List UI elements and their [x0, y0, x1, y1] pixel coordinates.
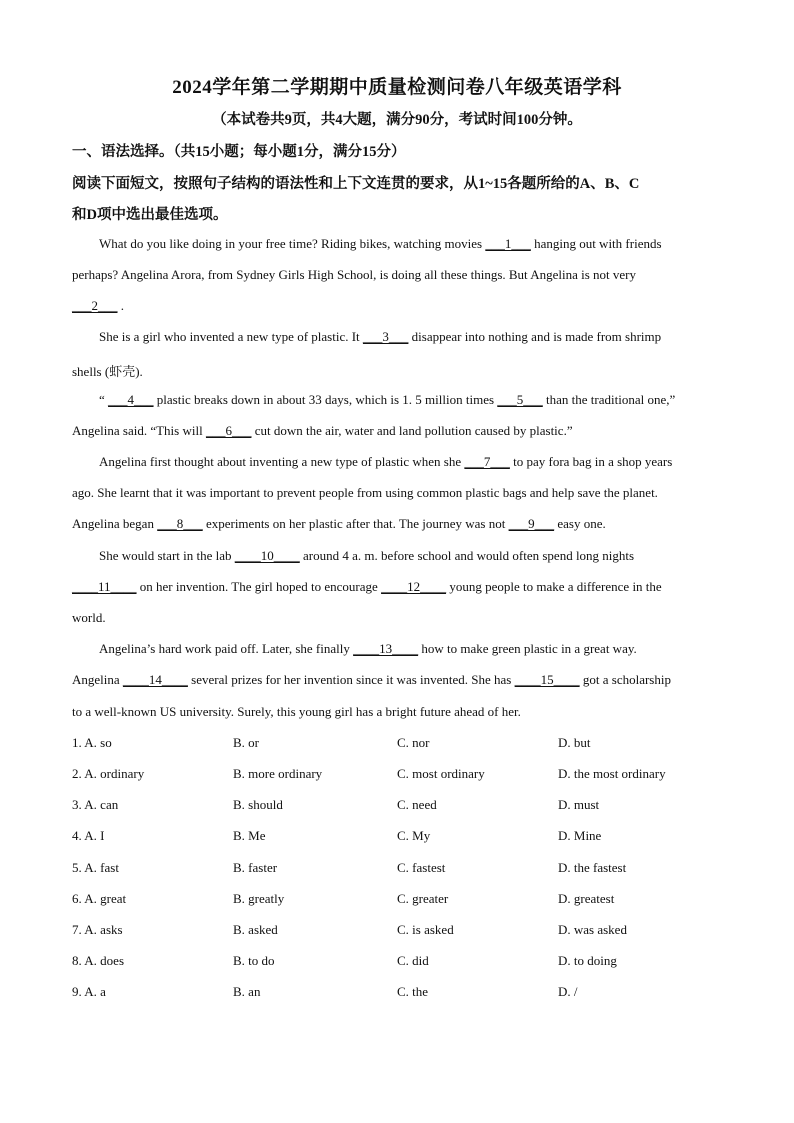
passage-text: to pay fora bag in a shop years [509, 454, 673, 469]
passage-text: cut down the air, water and land pollution caused by plastic.” [251, 423, 573, 438]
answer-blank: ____10____ [234, 548, 300, 563]
passage-line [72, 672, 722, 688]
passage-text: shells (虾壳). [72, 364, 143, 379]
question-option-d: D. but [558, 735, 591, 750]
passage-text: She is a girl who invented a new type of plastic. It [99, 329, 363, 344]
question-option-a: 5. A. fast [72, 860, 119, 875]
question-option-d: D. the fastest [558, 860, 627, 875]
question-option-b: B. greatly [233, 891, 285, 906]
passage-line [99, 236, 722, 252]
passage-text: What do you like doing in your free time? Riding bikes, watching movies [99, 236, 486, 251]
question-option-b: B. Me [233, 828, 266, 843]
question-option-b: B. an [233, 984, 261, 999]
question-option-d: D. must [558, 797, 600, 812]
passage-line [72, 267, 722, 283]
passage-text: Angelina first thought about inventing a new type of plastic when she [99, 454, 465, 469]
question-option-a: 7. A. asks [72, 922, 123, 937]
passage-line [72, 610, 722, 626]
passage-text: on her invention. The girl hoped to encourage [136, 579, 382, 594]
question-option-d: D. was asked [558, 922, 627, 937]
answer-blank: ____13____ [353, 641, 419, 656]
passage-line [72, 423, 722, 439]
question-option-c: C. nor [397, 735, 430, 750]
passage-line [99, 392, 722, 408]
question-option-d: D. the most ordinary [558, 766, 666, 781]
passage-line [72, 704, 722, 720]
answer-blank: ___2___ [72, 298, 118, 313]
passage-text: experiments on her plastic after that. The journey was not [202, 516, 509, 531]
passage-line [72, 516, 722, 532]
passage-text: how to make green plastic in a great way. [418, 641, 637, 656]
question-option-c: C. most ordinary [397, 766, 485, 781]
question-option-d: D. greatest [558, 891, 615, 906]
question-option-a: 3. A. can [72, 797, 119, 812]
question-option-b: B. more ordinary [233, 766, 323, 781]
question-option-a: 2. A. ordinary [72, 766, 145, 781]
question-option-c: C. fastest [397, 860, 446, 875]
question-option-c: C. need [397, 797, 437, 812]
question-option-c: C. greater [397, 891, 449, 906]
question-option-b: B. faster [233, 860, 278, 875]
question-option-d: D. to doing [558, 953, 617, 968]
answer-blank: ___5___ [497, 392, 543, 407]
exam-info: （本试卷共9页，共4大题，满分90分，考试时间100分钟。 [212, 112, 582, 128]
section-heading: 一、语法选择。（共15小题；每小题1分，满分15分） [72, 144, 406, 160]
passage-text: hanging out with friends [530, 236, 662, 251]
question-option-b: B. or [233, 735, 259, 750]
question-option-a: 8. A. does [72, 953, 124, 968]
answer-blank: ___8___ [157, 516, 203, 531]
question-option-c: C. the [397, 984, 429, 999]
instruction-line-1: 阅读下面短文，按照句子结构的语法性和上下文连贯的要求，从1~15各题所给的A、B、C [72, 176, 640, 192]
question-option-c: C. is asked [397, 922, 454, 937]
page-title: 2024学年第二学期期中质量检测问卷八年级英语学科 [172, 77, 622, 98]
passage-text: several prizes for her invention since it was invented. She has [187, 672, 515, 687]
question-option-a: 6. A. great [72, 891, 127, 906]
answer-blank: ___3___ [362, 329, 409, 344]
passage-text: around 4 a. m. before school and would often spend long nights [299, 548, 635, 563]
answer-blank: ____12____ [381, 579, 447, 594]
question-option-a: 1. A. so [72, 735, 112, 750]
passage-text: easy one. [554, 516, 606, 531]
answer-blank: ___9___ [508, 516, 555, 531]
passage-text: Angelina began [72, 516, 158, 531]
passage-line [99, 329, 722, 345]
question-option-b: B. asked [233, 922, 278, 937]
passage-text: Angelina said. “This will [72, 423, 206, 438]
passage-text: Angelina’s hard work paid off. Later, she finally [99, 641, 354, 656]
passage-text: She would start in the lab [99, 548, 235, 563]
passage-line [72, 579, 722, 595]
question-option-a: 9. A. a [72, 984, 106, 999]
answer-blank: ___6___ [205, 423, 252, 438]
passage-text: world. [72, 610, 106, 625]
passage-text: to a well-known US university. Surely, this young girl has a bright future ahead of her. [72, 704, 521, 719]
answer-blank: ___4___ [108, 392, 154, 407]
passage-line [72, 298, 722, 314]
passage-text: Angelina [72, 672, 123, 687]
question-option-c: C. My [397, 828, 431, 843]
answer-blank: ___1___ [485, 236, 531, 251]
passage-text: than the traditional one,” [542, 392, 676, 407]
instruction-line-2: 和D项中选出最佳选项。 [72, 207, 228, 223]
question-option-d: D. / [558, 984, 578, 999]
passage-line [72, 361, 722, 380]
question-option-b: B. should [233, 797, 283, 812]
question-option-b: B. to do [233, 953, 275, 968]
passage-text: ago. She learnt that it was important to prevent people from using common plastic bags and help save the planet. [72, 485, 658, 500]
question-option-a: 4. A. I [72, 828, 105, 843]
passage-line [99, 454, 722, 470]
passage-text: “ [99, 392, 109, 407]
passage-text: plastic breaks down in about 33 days, which is 1. 5 million times [153, 392, 498, 407]
passage-text: disappear into nothing and is made from shrimp [408, 329, 662, 344]
passage-line [99, 641, 722, 657]
answer-blank: ___7___ [464, 454, 510, 469]
question-option-c: C. did [397, 953, 429, 968]
passage-text: perhaps? Angelina Arora, from Sydney Girls High School, is doing all these things. But Angelina is not very [72, 267, 636, 282]
passage-text: young people to make a difference in the [446, 579, 662, 594]
answer-blank: ____14____ [122, 672, 188, 687]
question-option-d: D. Mine [558, 828, 602, 843]
passage-text: . [117, 298, 124, 313]
passage-text: got a scholarship [579, 672, 671, 687]
passage-line [99, 548, 722, 564]
answer-blank: ____11____ [72, 579, 137, 594]
answer-blank: ____15____ [514, 672, 580, 687]
passage-line [72, 485, 722, 501]
